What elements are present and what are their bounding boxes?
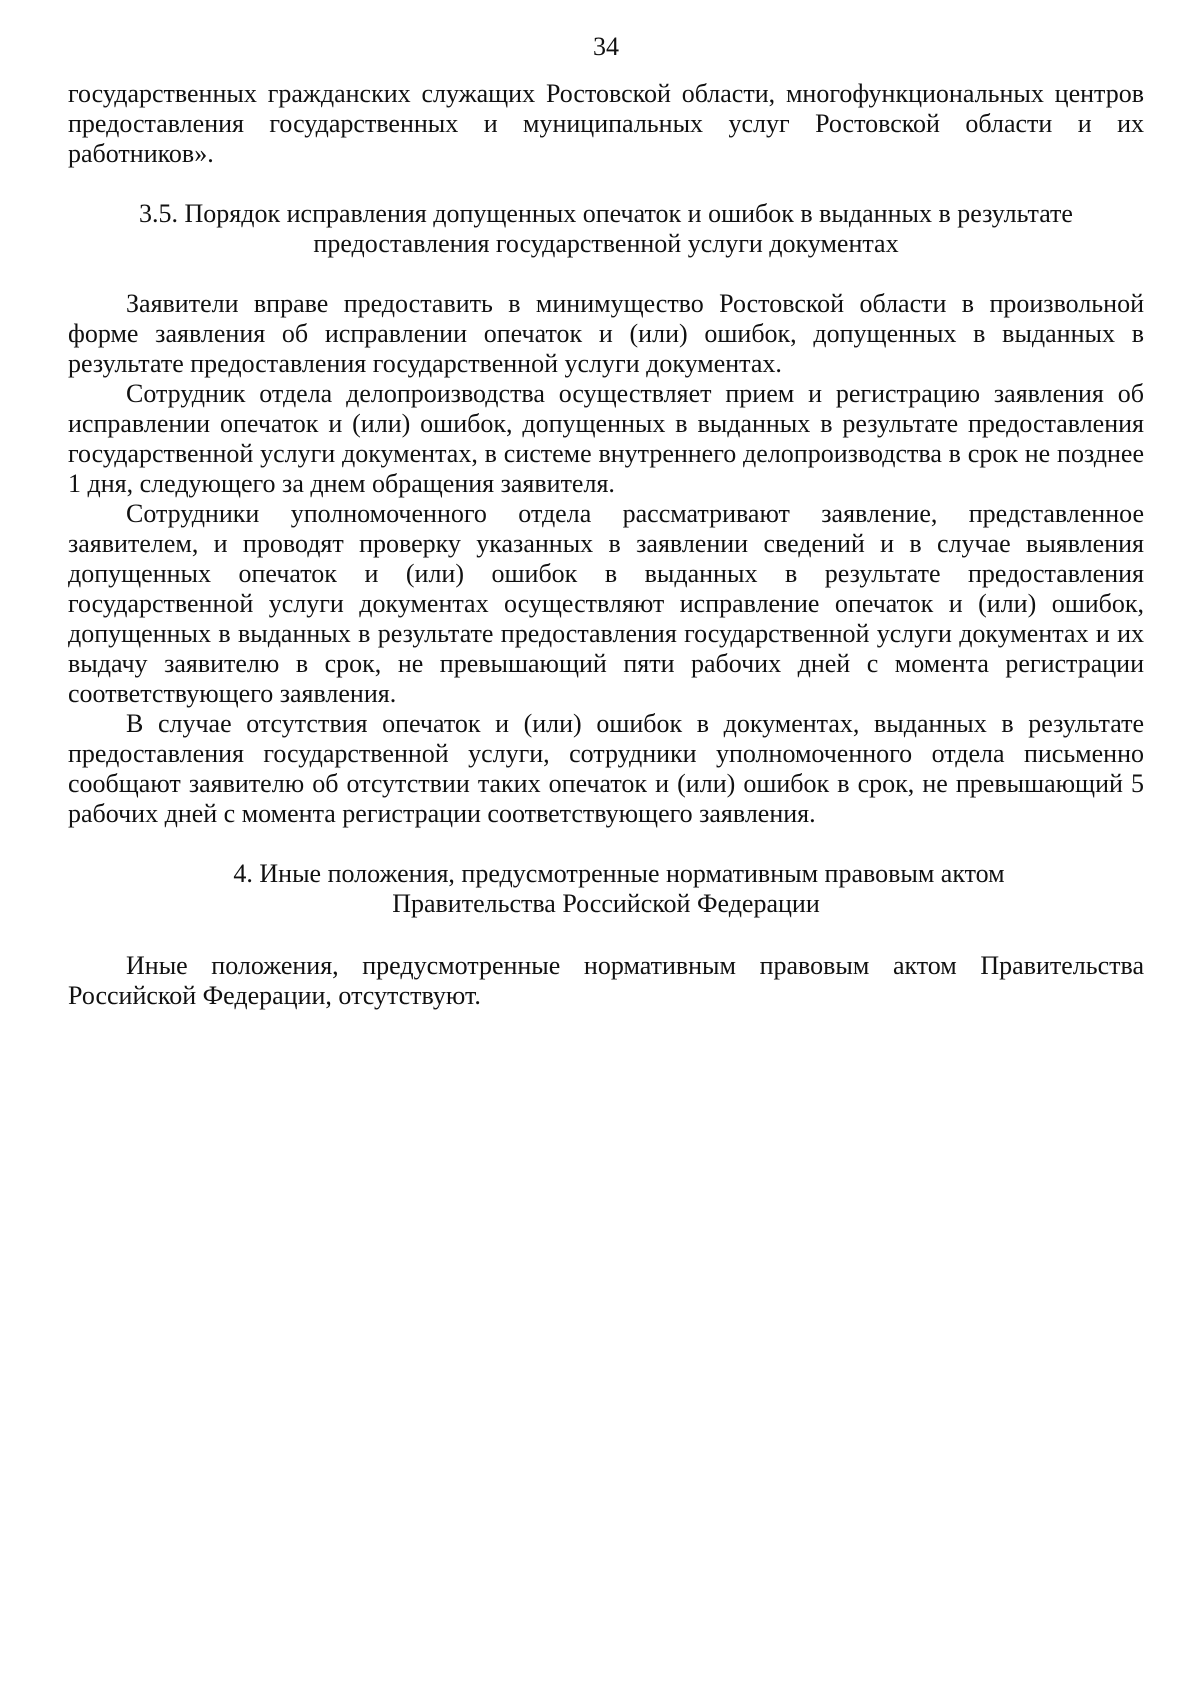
document-page: [68, 32, 1144, 1011]
continuation-paragraph: государственных гражданских служащих Ростовской области, многофункциональных центров предоставления государственных и муниципальных услуг Ростовской области и их работников».: [68, 79, 1144, 168]
section-3-5-paragraph-3: Сотрудники уполномоченного отдела рассматривают заявление, представленное заявителем, и проводят проверку указанных в заявлении сведений и в случае выявления допущенных опечаток и (или) ошибок в выданных в результате предоставления государственной услуги документах осуществляют исправление опечаток и (или) ошибок, допущенных в выданных в результате предоставления государственной услуги документах и их выдачу заявителю в срок, не превышающий пяти рабочих дней с момента регистрации соответствующего заявления.: [68, 499, 1144, 708]
section-3-5-heading: 3.5. Порядок исправления допущенных опечаток и ошибок в выданных в результате предоставления государственной услуги документах: [139, 199, 1073, 258]
section-4-heading-line-1: 4. Иные положения, предусмотренные нормативным правовым актом: [233, 859, 1005, 888]
page-number: 34: [593, 32, 619, 61]
section-4-paragraph: Иные положения, предусмотренные нормативным правовым актом Правительства Российской Федерации, отсутствуют.: [68, 951, 1144, 1010]
section-4-heading-line-2: Правительства Российской Федерации: [392, 889, 820, 918]
section-3-5-paragraph-1: Заявители вправе предоставить в минимущество Ростовской области в произвольной форме заявления об исправлении опечаток и (или) ошибок, допущенных в выданных в результате предоставления государственной услуги документах.: [68, 289, 1144, 378]
section-3-5-paragraph-2: Сотрудник отдела делопроизводства осуществляет прием и регистрацию заявления об исправлении опечаток и (или) ошибок, допущенных в выданных в результате предоставления государственной услуги документах, в системе внутреннего делопроизводства в срок не позднее 1 дня, следующего за днем обращения заявителя.: [68, 379, 1144, 498]
section-3-5-paragraph-4: В случае отсутствия опечаток и (или) ошибок в документах, выданных в результате предоставления государственной услуги, сотрудники уполномоченного отдела письменно сообщают заявителю об отсутствии таких опечаток и (или) ошибок в срок, не превышающий 5 рабочих дней с момента регистрации соответствующего заявления.: [68, 709, 1144, 828]
section-4-heading: [68, 859, 1144, 919]
